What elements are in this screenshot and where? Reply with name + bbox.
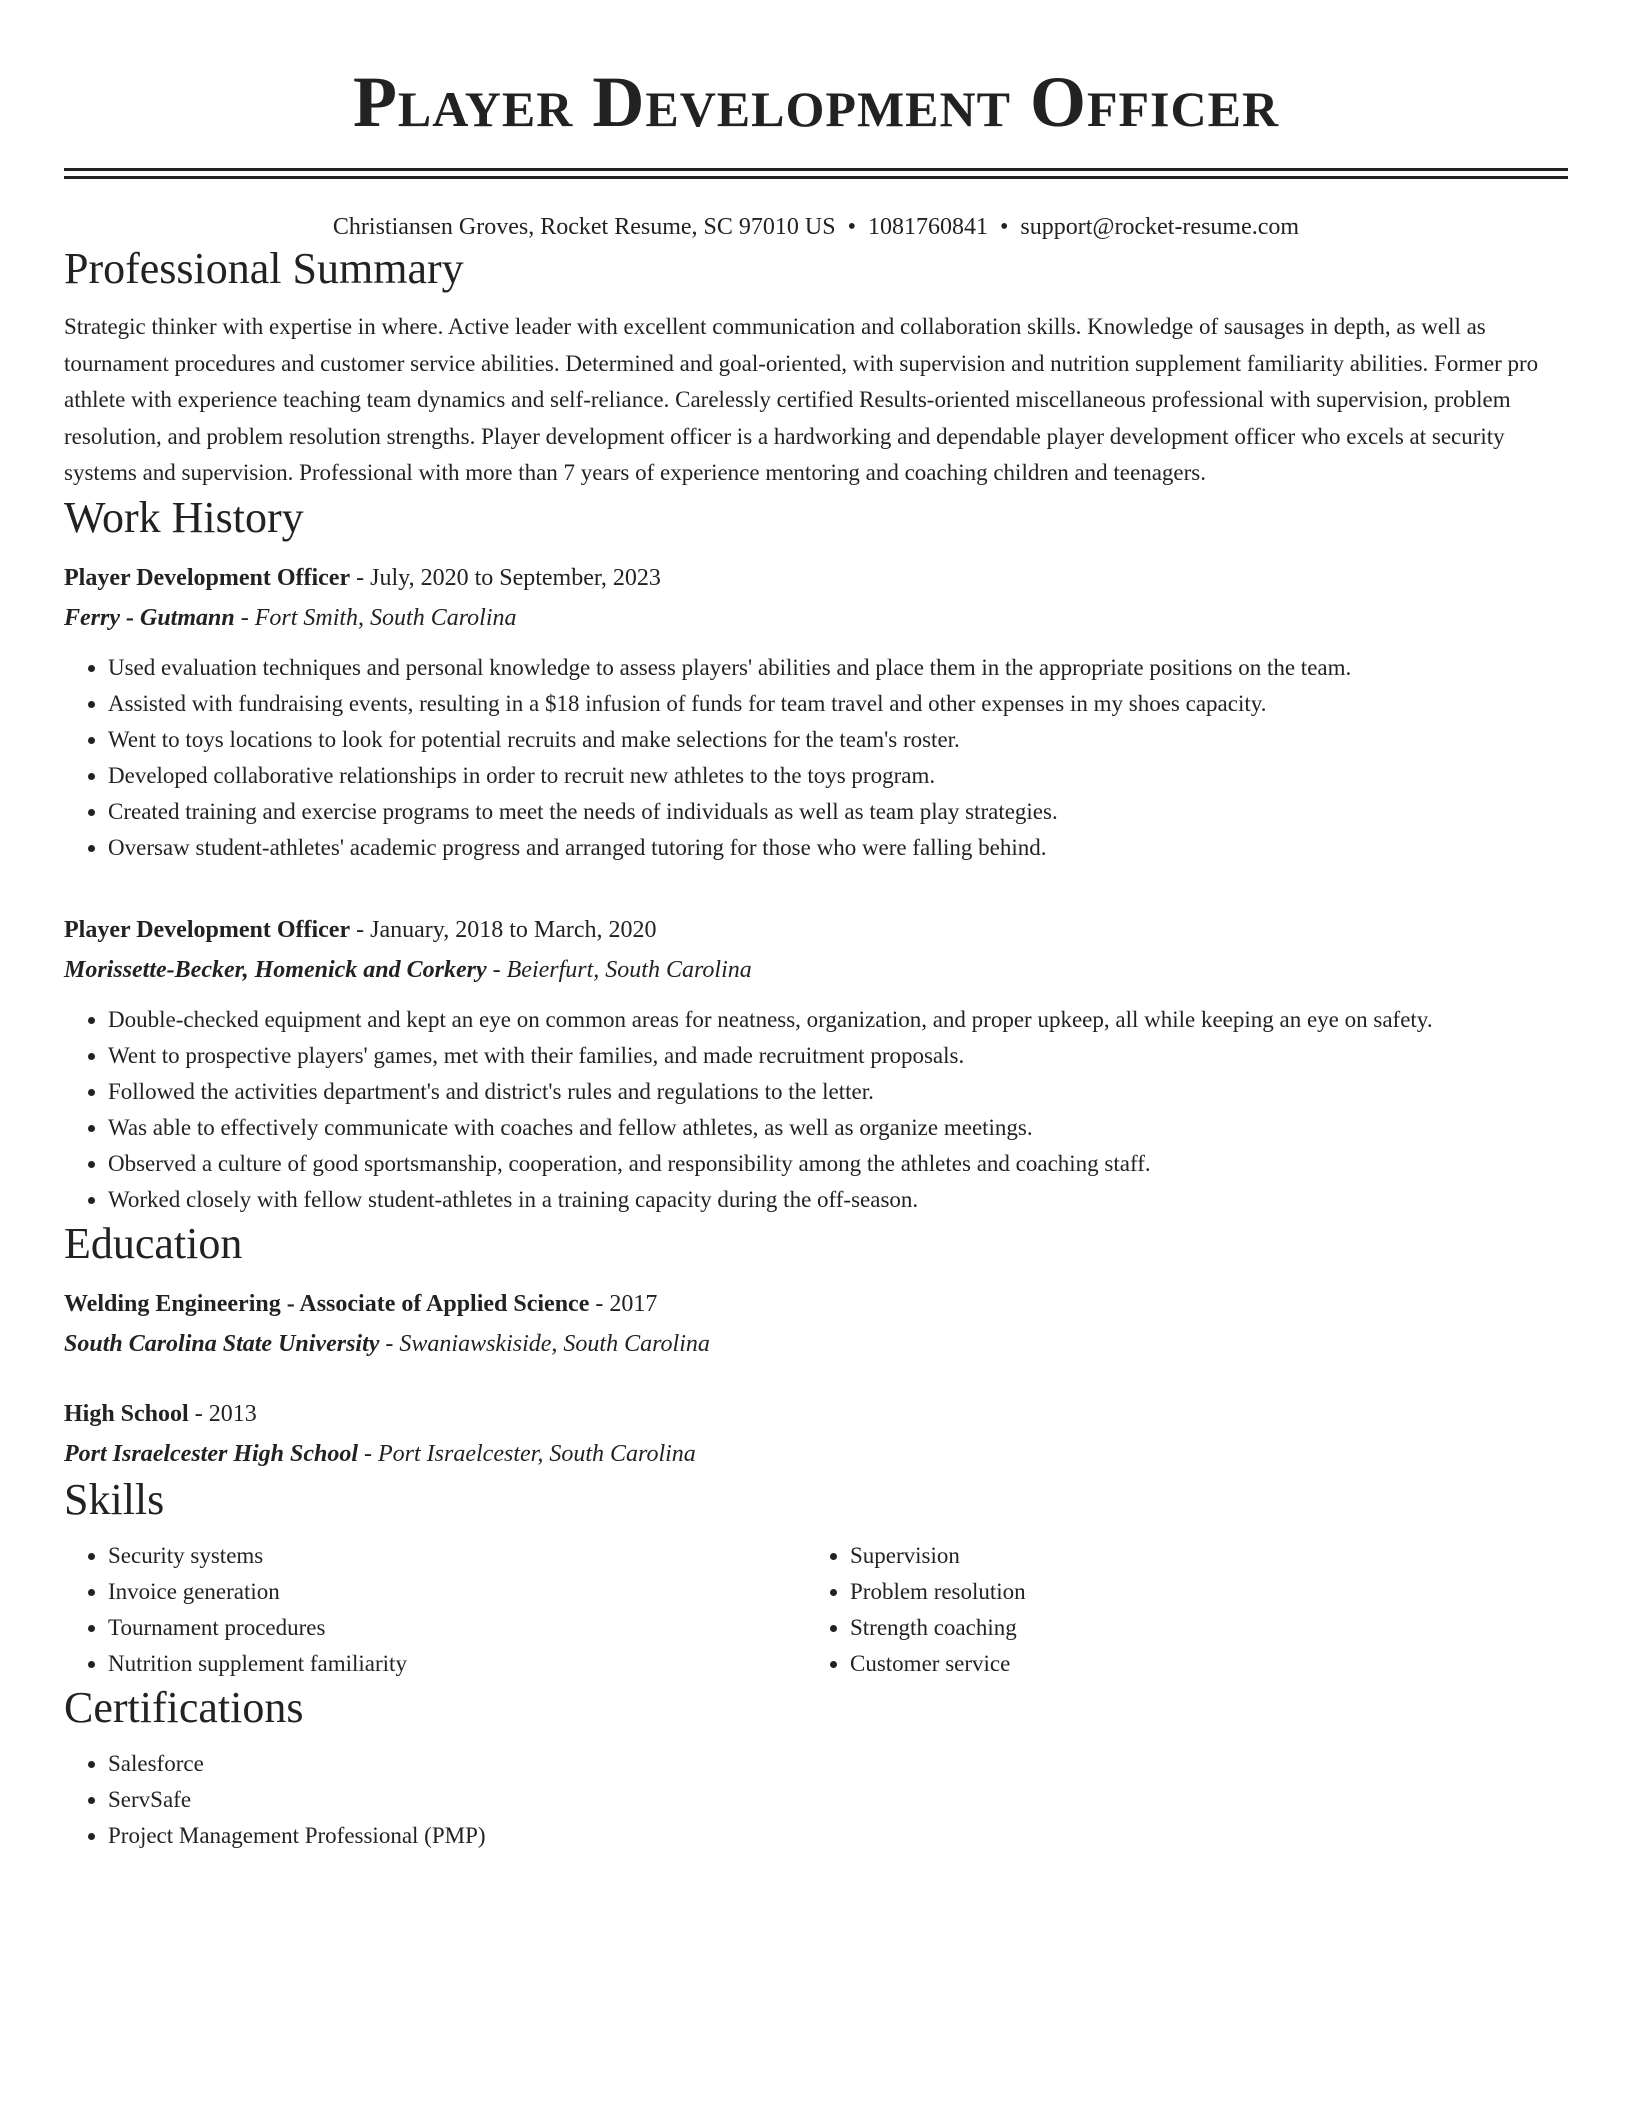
skills-grid <box>64 1538 1568 1682</box>
education-entry <box>64 1284 1568 1364</box>
list-item: • Assisted with fundraising events, resulting in a $18 infusion of funds for team travel and other expenses in my shoes capacity. <box>108 686 1568 722</box>
list-item: • Worked closely with fellow student-athletes in a training capacity during the off-season. <box>108 1182 1568 1218</box>
summary-heading: Professional Summary <box>64 244 464 293</box>
job-company: Morissette-Becker, Homenick and Corkery <box>64 956 487 983</box>
education-heading: Education <box>64 1218 243 1268</box>
list-item: • Observed a culture of good sportsmanship, cooperation, and responsibility among the athletes and coaching staff. <box>108 1146 1568 1182</box>
skills-column-left <box>64 1538 806 1682</box>
job-dates: - January, 2018 to March, 2020 <box>350 916 657 943</box>
list-item: • Project Management Professional (PMP) <box>108 1818 1568 1854</box>
job-title-line <box>64 558 1568 598</box>
education-year: - 2017 <box>589 1290 658 1317</box>
list-item: • Created training and exercise programs to meet the needs of individuals as well as team play strategies. <box>108 794 1568 830</box>
list-item: • Invoice generation <box>108 1574 806 1610</box>
list-item: • Developed collaborative relationships in order to recruit new athletes to the toys program. <box>108 758 1568 794</box>
education-location: - Swaniawskiside, South Carolina <box>379 1330 710 1357</box>
list-item: • Salesforce <box>108 1746 1568 1782</box>
list-item: • Followed the activities department's and district's rules and regulations to the letter. <box>108 1074 1568 1110</box>
list-item: • ServSafe <box>108 1782 1568 1818</box>
education-degree-line <box>64 1394 1568 1434</box>
skills-column-right <box>806 1538 1548 1682</box>
education-location: - Port Israelcester, South Carolina <box>358 1440 696 1467</box>
resume-title: Player Development Officer <box>352 62 1280 142</box>
job-company-line <box>64 950 1568 990</box>
skills-heading: Skills <box>64 1474 165 1524</box>
contact-phone: 1081760841 <box>867 214 988 240</box>
job-bullets <box>64 650 1568 866</box>
education-degree: High School <box>64 1400 189 1427</box>
list-item: • Double-checked equipment and kept an eye on common areas for neatness, organization, and proper upkeep, all while keeping an eye on safety. <box>108 1002 1568 1038</box>
certifications-list <box>64 1746 1568 1854</box>
job-entry <box>64 558 1568 866</box>
contact-line <box>64 211 1568 243</box>
job-company: Ferry - Gutmann <box>64 604 235 631</box>
list-item: • Supervision <box>850 1538 1548 1574</box>
certifications-heading: Certifications <box>64 1682 304 1732</box>
list-item: • Was able to effectively communicate with coaches and fellow athletes, as well as organize meetings. <box>108 1110 1568 1146</box>
list-item: • Nutrition supplement familiarity <box>108 1646 806 1682</box>
contact-separator: • <box>847 214 856 240</box>
job-title-line <box>64 910 1568 950</box>
job-bullets <box>64 1002 1568 1218</box>
job-company-line <box>64 598 1568 638</box>
resume-page <box>64 0 1568 1854</box>
list-item: • Strength coaching <box>850 1610 1548 1646</box>
education-school: South Carolina State University <box>64 1330 380 1357</box>
education-school-line <box>64 1434 1568 1474</box>
education-degree-line <box>64 1284 1568 1324</box>
contact-separator: • <box>999 214 1009 240</box>
work-history-heading: Work History <box>64 492 304 542</box>
list-item: • Went to toys locations to look for potential recruits and make selections for the team's roster. <box>108 722 1568 758</box>
job-entry <box>64 910 1568 1218</box>
education-school-line <box>64 1324 1568 1364</box>
list-item: • Used evaluation techniques and personal knowledge to assess players' abilities and place them in the appropriate positions on the team. <box>108 650 1568 686</box>
job-location: - Fort Smith, South Carolina <box>234 604 517 631</box>
contact-email: support@rocket-resume.com <box>1020 214 1300 240</box>
job-location: - Beierfurt, South Carolina <box>486 956 752 983</box>
job-title: Player Development Officer <box>64 916 351 943</box>
job-dates: - July, 2020 to September, 2023 <box>350 564 661 591</box>
list-item: • Problem resolution <box>850 1574 1548 1610</box>
summary-text: Strategic thinker with expertise in where. Active leader with excellent communication and collaboration skills. Knowledge of sausages in depth, as well as tournament procedures and customer service abilities. Determined and goal-oriented, with supervision and nutrition supplement familiarity abilities. Former pro athlete with experience teaching team dynamics and self-reliance. Carelessly certified Results-oriented miscellaneous professional with supervision, problem resolution, and problem resolution strengths. Player development officer is a hardworking and dependable player development officer who excels at security systems and supervision. Professional with more than 7 years of experience mentoring and coaching children and teenagers. <box>64 314 1539 486</box>
list-item: • Went to prospective players' games, met with their families, and made recruitment proposals. <box>108 1038 1568 1074</box>
list-item: • Security systems <box>108 1538 806 1574</box>
title-divider <box>64 168 1568 179</box>
job-title: Player Development Officer <box>64 564 351 591</box>
education-school: Port Israelcester High School <box>64 1440 359 1467</box>
education-year: - 2013 <box>188 1400 257 1427</box>
list-item: • Oversaw student-athletes' academic progress and arranged tutoring for those who were falling behind. <box>108 830 1568 866</box>
list-item: • Customer service <box>850 1646 1548 1682</box>
education-degree: Welding Engineering - Associate of Applied Science <box>64 1290 590 1317</box>
education-entry <box>64 1394 1568 1474</box>
contact-address: Christiansen Groves, Rocket Resume, SC 97010 US <box>332 214 836 240</box>
list-item: • Tournament procedures <box>108 1610 806 1646</box>
